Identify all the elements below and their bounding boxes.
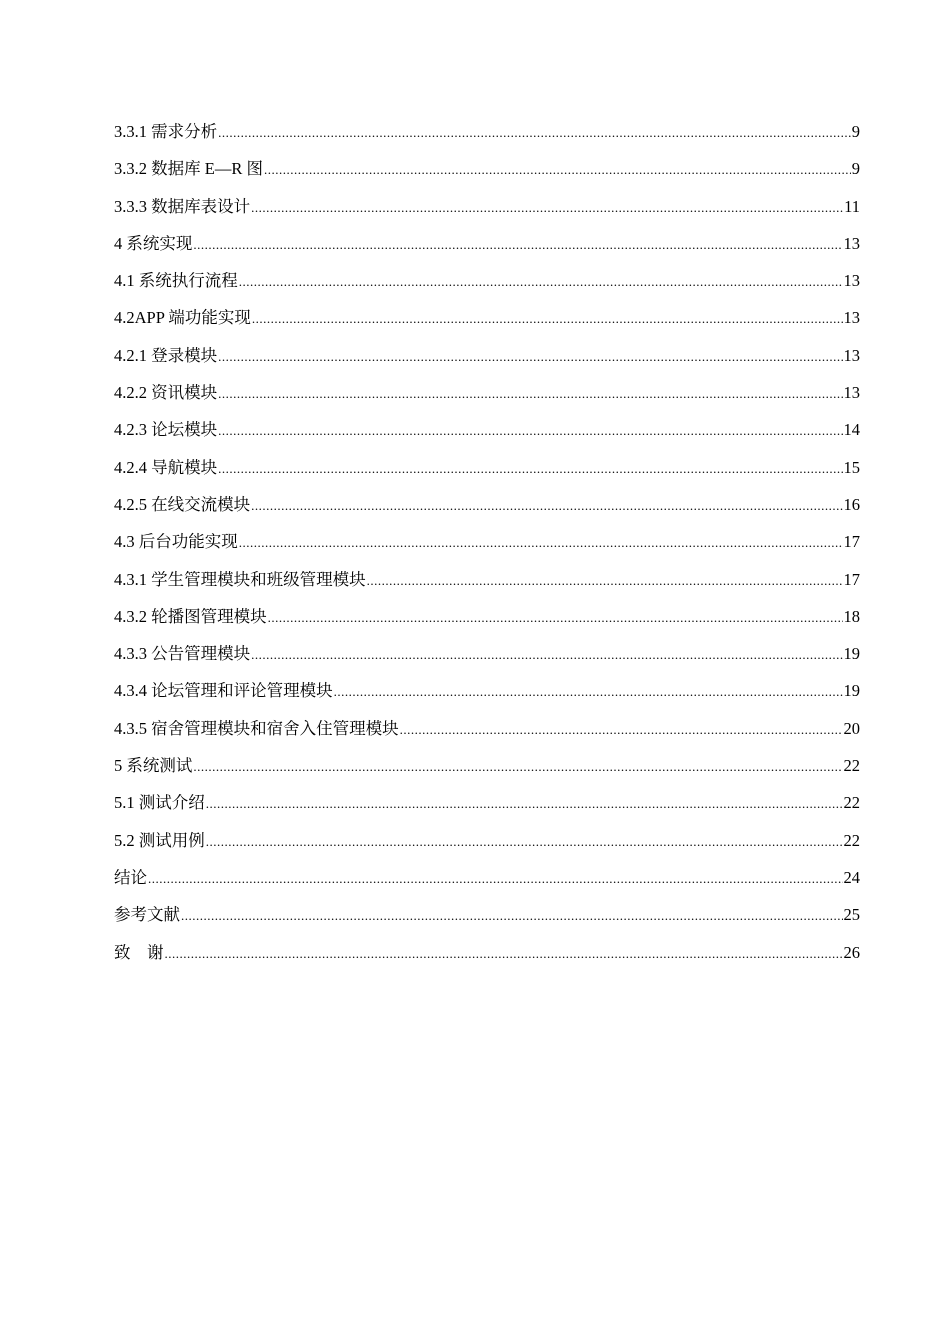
toc-dot-leader xyxy=(181,905,843,927)
toc-entry-title: 4.3.4 论坛管理和评论管理模块 xyxy=(114,681,333,701)
toc-entry[interactable] xyxy=(114,307,860,344)
toc-entry[interactable] xyxy=(114,531,860,568)
toc-entry[interactable] xyxy=(114,867,860,904)
toc-dot-leader xyxy=(218,122,851,144)
toc-entry-title: 4.1 系统执行流程 xyxy=(114,271,238,291)
toc-page-number: 13 xyxy=(843,345,860,365)
toc-dot-leader xyxy=(264,159,851,181)
toc-entry-title: 3.3.2 数据库 E—R 图 xyxy=(114,159,263,179)
toc-page-number: 13 xyxy=(843,271,860,291)
toc-dot-leader xyxy=(252,308,843,330)
toc-dot-leader xyxy=(218,420,842,442)
toc-dot-leader xyxy=(218,346,842,368)
toc-entry-title: 4.3.2 轮播图管理模块 xyxy=(114,606,267,626)
toc-dot-leader xyxy=(218,383,842,405)
toc-entry-title: 4.2.4 导航模块 xyxy=(114,457,218,477)
toc-dot-leader xyxy=(148,868,843,890)
toc-entry-title: 结论 xyxy=(114,867,147,887)
toc-entry[interactable] xyxy=(114,569,860,606)
toc-entry[interactable] xyxy=(114,494,860,531)
toc-entry[interactable] xyxy=(114,643,860,680)
toc-page-number: 24 xyxy=(843,867,860,887)
toc-page-number: 20 xyxy=(843,718,860,738)
toc-entry[interactable] xyxy=(114,792,860,829)
toc-entry[interactable] xyxy=(114,382,860,419)
toc-page-number: 13 xyxy=(843,308,860,328)
toc-entry[interactable] xyxy=(114,233,860,270)
toc-entry[interactable] xyxy=(114,606,860,643)
toc-entry-title: 4.2.2 资讯模块 xyxy=(114,383,218,403)
toc-page-number: 18 xyxy=(843,606,860,626)
toc-entry-title: 4 系统实现 xyxy=(114,233,193,253)
toc-dot-leader xyxy=(206,793,843,815)
toc-entry[interactable] xyxy=(114,270,860,307)
toc-dot-leader xyxy=(193,234,842,256)
toc-page-number: 22 xyxy=(843,756,860,776)
toc-entry[interactable] xyxy=(114,419,860,456)
toc-entry-title: 5.2 测试用例 xyxy=(114,830,205,850)
toc-entry[interactable] xyxy=(114,755,860,792)
toc-entry[interactable] xyxy=(114,345,860,382)
toc-dot-leader xyxy=(400,719,843,741)
toc-page-number: 15 xyxy=(843,457,860,477)
toc-page-number: 19 xyxy=(843,644,860,664)
toc-entry-title: 3.3.1 需求分析 xyxy=(114,122,218,141)
toc-entry[interactable] xyxy=(114,196,860,233)
toc-entry-title: 4.3.1 学生管理模块和班级管理模块 xyxy=(114,569,366,589)
table-of-contents xyxy=(114,121,860,979)
toc-entry-title: 4.3 后台功能实现 xyxy=(114,532,238,552)
toc-dot-leader xyxy=(367,570,843,592)
toc-page-number: 13 xyxy=(843,383,860,403)
toc-entry-title: 3.3.3 数据库表设计 xyxy=(114,196,251,216)
toc-dot-leader xyxy=(165,943,843,965)
toc-entry-title: 4.2.1 登录模块 xyxy=(114,345,218,365)
toc-dot-leader xyxy=(206,831,843,853)
toc-dot-leader xyxy=(193,756,842,778)
toc-page-number: 13 xyxy=(843,233,860,253)
toc-entry[interactable] xyxy=(114,718,860,755)
toc-entry[interactable] xyxy=(114,158,860,195)
toc-page-number: 26 xyxy=(843,942,860,962)
toc-page-number: 16 xyxy=(843,494,860,514)
toc-dot-leader xyxy=(239,532,843,554)
toc-page-number: 25 xyxy=(843,905,860,925)
toc-entry[interactable] xyxy=(114,830,860,867)
toc-page-number: 17 xyxy=(843,532,860,552)
toc-page-number: 19 xyxy=(843,681,860,701)
toc-page-number: 11 xyxy=(844,196,860,216)
toc-dot-leader xyxy=(251,644,842,666)
toc-entry-title: 5.1 测试介绍 xyxy=(114,793,205,813)
toc-entry-title: 4.3.3 公告管理模块 xyxy=(114,644,251,664)
toc-dot-leader xyxy=(251,197,843,219)
toc-dot-leader xyxy=(268,607,843,629)
toc-dot-leader xyxy=(334,681,843,703)
toc-page-number: 22 xyxy=(843,830,860,850)
toc-dot-leader xyxy=(239,271,843,293)
toc-page-number: 9 xyxy=(851,159,860,179)
toc-entry-title: 4.3.5 宿舍管理模块和宿舍入住管理模块 xyxy=(114,718,399,738)
toc-page-number: 22 xyxy=(843,793,860,813)
toc-dot-leader xyxy=(218,458,842,480)
toc-entry-title: 参考文献 xyxy=(114,905,180,925)
toc-entry[interactable] xyxy=(114,457,860,494)
toc-entry-title: 5 系统测试 xyxy=(114,756,193,776)
toc-entry-title: 致 谢 xyxy=(114,942,164,962)
toc-entry[interactable] xyxy=(114,680,860,717)
toc-entry-title: 4.2.5 在线交流模块 xyxy=(114,494,251,514)
toc-entry-title: 4.2.3 论坛模块 xyxy=(114,420,218,440)
toc-entry[interactable] xyxy=(114,904,860,941)
toc-entry[interactable] xyxy=(114,121,860,158)
toc-entry-title: 4.2APP 端功能实现 xyxy=(114,308,251,328)
toc-entry[interactable] xyxy=(114,942,860,979)
toc-page-number: 17 xyxy=(843,569,860,589)
toc-page-number: 14 xyxy=(843,420,860,440)
toc-dot-leader xyxy=(251,495,842,517)
toc-page-number: 9 xyxy=(851,122,860,141)
